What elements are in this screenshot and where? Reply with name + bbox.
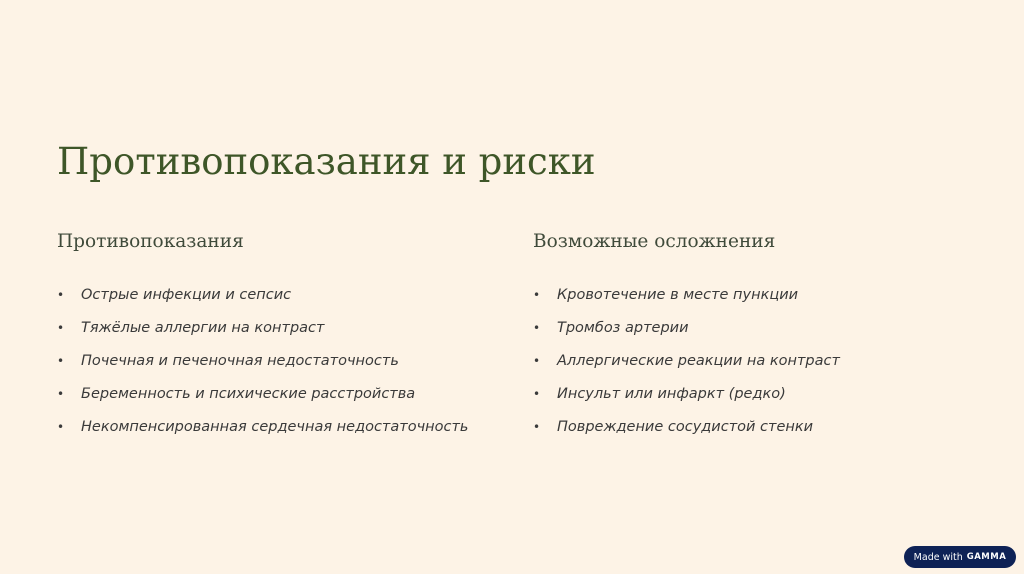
complications-heading: Возможные осложнения [533, 231, 776, 252]
list-item [57, 416, 468, 449]
bullet-icon: • [533, 387, 541, 401]
bullet-icon: • [57, 288, 65, 302]
bullet-icon: • [533, 288, 541, 302]
bullet-icon: • [57, 420, 65, 434]
bullet-icon: • [57, 387, 65, 401]
complications-column [533, 228, 840, 449]
list-item-text: Беременность и психические расстройства [81, 386, 416, 402]
list-item-text: Тяжёлые аллергии на контраст [81, 320, 325, 336]
bullet-icon: • [533, 420, 541, 434]
made-with-gamma-badge[interactable] [904, 546, 1016, 568]
contraindications-column [57, 228, 468, 449]
list-item [57, 317, 468, 350]
list-item [57, 383, 468, 416]
bullet-icon: • [533, 354, 541, 368]
contraindications-heading: Противопоказания [57, 231, 244, 252]
list-item-text: Аллергические реакции на контраст [557, 353, 840, 369]
list-item [533, 350, 840, 383]
list-item [57, 284, 468, 317]
list-item [533, 383, 840, 416]
list-item-text: Почечная и печеночная недостаточность [81, 353, 399, 369]
list-item-text: Кровотечение в месте пункции [557, 287, 799, 303]
list-item [533, 284, 840, 317]
list-item [57, 350, 468, 383]
list-item-text: Тромбоз артерии [557, 320, 689, 336]
bullet-icon: • [533, 321, 541, 335]
gamma-logo-icon: GAMMA [966, 552, 1007, 562]
list-item-text: Острые инфекции и сепсис [81, 287, 292, 303]
list-item [533, 317, 840, 350]
list-item-text: Инсульт или инфаркт (редко) [557, 386, 786, 402]
list-item-text: Некомпенсированная сердечная недостаточность [81, 419, 469, 435]
slide-title: Противопоказания и риски [57, 140, 596, 183]
bullet-icon: • [57, 321, 65, 335]
contraindications-list [57, 284, 468, 449]
complications-list [533, 284, 840, 449]
list-item-text: Повреждение сосудистой стенки [557, 419, 814, 435]
bullet-icon: • [57, 354, 65, 368]
list-item [533, 416, 840, 449]
badge-label: Made with [913, 551, 963, 563]
